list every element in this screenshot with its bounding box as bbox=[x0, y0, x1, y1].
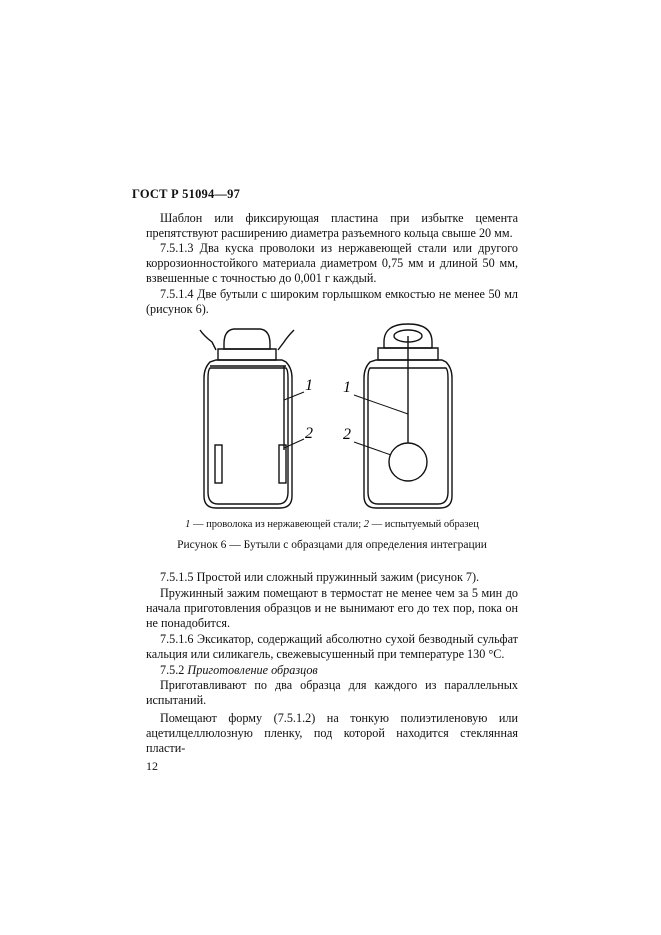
right-label-2: 2 bbox=[343, 426, 351, 443]
left-bottle bbox=[200, 329, 294, 508]
section-number: 7.5.2 bbox=[160, 663, 185, 677]
left-label-1: 1 bbox=[305, 377, 313, 394]
figure-6-bottles bbox=[160, 312, 520, 527]
paragraph-7-5-1-6: 7.5.1.6 Эксикатор, содержащий абсолютно сухой безводный сульфат кальция или силикагель, свежевысушенный при температуре 130 °С. bbox=[146, 632, 518, 662]
paragraph-spring-clamp: Пружинный зажим помещают в термостат не менее чем за 5 мин до начала приготовления образцов и не вынимают его до тех пор, пока он не понадобится. bbox=[146, 586, 518, 631]
legend-text-1: — проволока из нержавеющей стали; bbox=[190, 519, 364, 530]
paragraph-7-5-1-4: 7.5.1.4 Две бутыли с широким горлышком емкостью не менее 50 мл (рисунок 6). bbox=[146, 287, 518, 317]
legend-num-1: 1 bbox=[185, 519, 191, 530]
figure-caption: Рисунок 6 — Бутыли с образцами для определения интеграции bbox=[177, 539, 487, 551]
paragraph-prepare-samples: Приготавливают по два образца для каждого из параллельных испытаний. bbox=[146, 678, 518, 708]
page-number: 12 bbox=[146, 759, 158, 773]
paragraph-7-5-1-5: 7.5.1.5 Простой или сложный пружинный зажим (рисунок 7). bbox=[160, 570, 480, 584]
document-code-header: ГОСТ Р 51094—97 bbox=[132, 187, 241, 201]
paragraph-7-5-1-3: 7.5.1.3 Два куска проволоки из нержавеющей стали или другого коррозионностойкого материала диаметром 0,75 мм и длиной 50 мм, взвешенные с точностью до 0,001 г каждый. bbox=[146, 241, 518, 286]
paragraph-template-plate: Шаблон или фиксирующая пластина при избытке цемента препятствуют расширению диаметра разъемного кольца свыше 20 мм. bbox=[146, 211, 518, 241]
right-bottle bbox=[364, 324, 452, 508]
legend-num-2: 2 bbox=[363, 519, 370, 530]
section-title: Приготовление образцов bbox=[187, 663, 318, 677]
paragraph-7-5-2-heading bbox=[146, 663, 518, 678]
figure-legend bbox=[146, 519, 518, 530]
legend-text-2: — испытуемый образец bbox=[369, 519, 479, 530]
left-label-2: 2 bbox=[305, 425, 313, 442]
right-label-1: 1 bbox=[343, 379, 351, 396]
paragraph-place-form: Помещают форму (7.5.1.2) на тонкую полиэтиленовую или ацетилцеллюлозную пленку, под которой находится стеклянная пласти- bbox=[146, 711, 518, 756]
